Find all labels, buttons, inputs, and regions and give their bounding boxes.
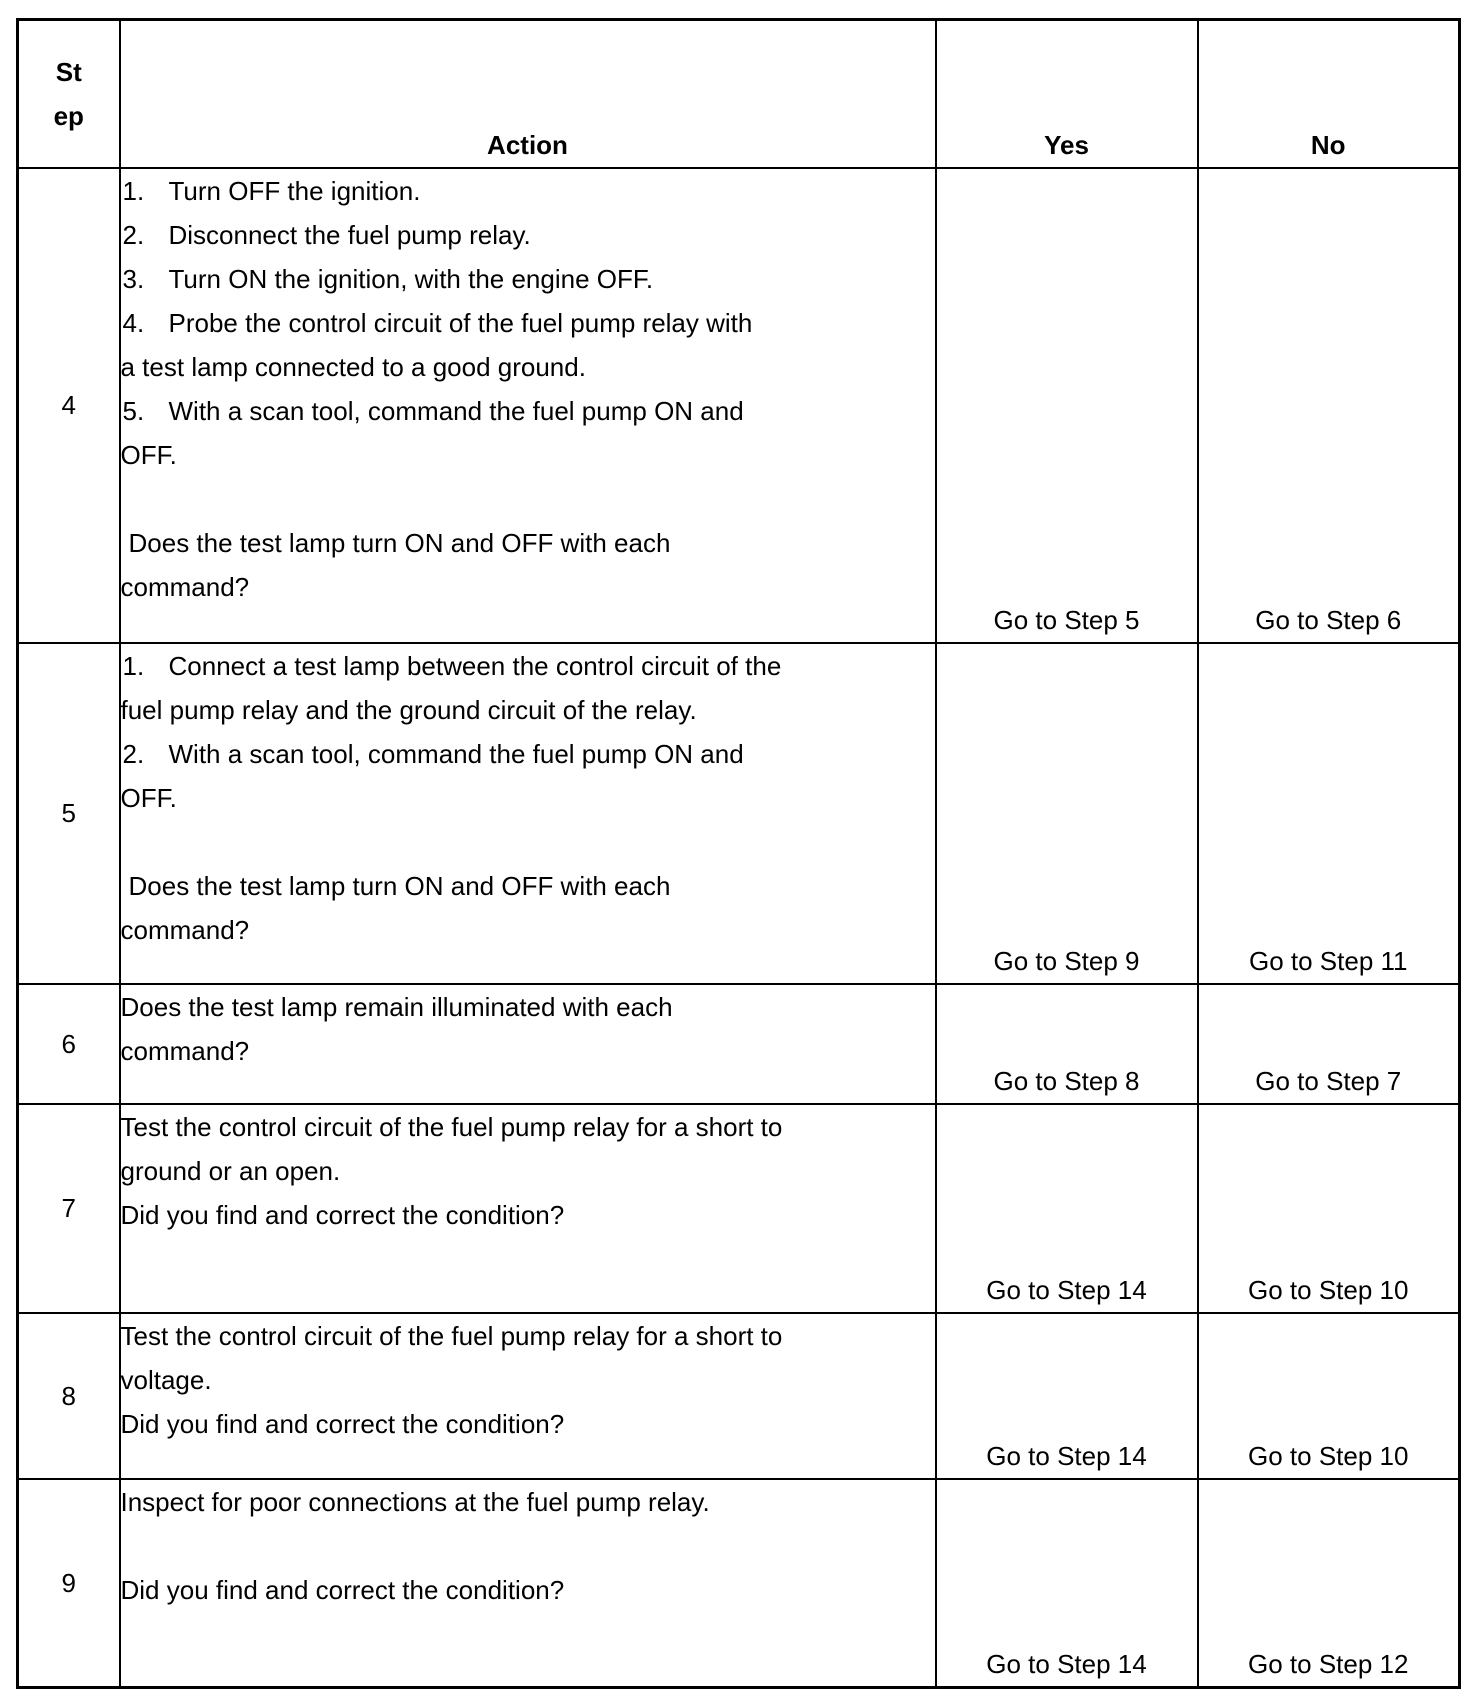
table-row-step-7: [18, 1104, 1460, 1313]
no-go-to: Go to Step 10: [1198, 1313, 1460, 1479]
table-row-step-4: [18, 168, 1460, 643]
no-column-header: No: [1198, 20, 1460, 168]
action-cell: [120, 984, 936, 1104]
action-line: 5. With a scan tool, command the fuel pump ON and: [121, 389, 935, 433]
no-go-to: Go to Step 11: [1198, 643, 1460, 984]
spacer: [121, 820, 935, 864]
item-number: 2.: [122, 219, 145, 250]
action-line: Does the test lamp remain illuminated with each: [120, 991, 673, 1022]
action-line: Did you find and correct the condition?: [120, 1199, 565, 1230]
action-line: Test the control circuit of the fuel pump relay for a short to: [120, 1111, 783, 1142]
action-cell: [120, 643, 936, 984]
yes-go-to: Go to Step 14: [936, 1479, 1198, 1688]
item-number: 1.: [122, 650, 145, 681]
step-number: 7: [18, 1104, 120, 1313]
spacer: [121, 477, 935, 521]
action-line: fuel pump relay and the ground circuit of the relay.: [120, 694, 697, 725]
step-number: 4: [18, 168, 120, 643]
item-number: 5.: [122, 395, 145, 426]
action-line: Did you find and correct the condition?: [120, 1408, 565, 1439]
action-line: OFF.: [120, 439, 177, 470]
action-cell: [120, 1479, 936, 1688]
question-line: Does the test lamp turn ON and OFF with each: [128, 527, 671, 558]
action-line: a test lamp connected to a good ground.: [120, 351, 586, 382]
step-header-line-1: St: [55, 56, 82, 87]
step-header-line-2: ep: [53, 100, 84, 131]
action-column-header: Action: [120, 20, 936, 168]
diagnostic-sheet: [16, 18, 1458, 1689]
action-line: Inspect for poor connections at the fuel pump relay.: [120, 1486, 710, 1517]
diagnostic-steps-table: [16, 18, 1461, 1689]
action-line: 2. Disconnect the fuel pump relay.: [121, 213, 935, 257]
action-line: 3. Turn ON the ignition, with the engine OFF.: [121, 257, 935, 301]
yes-go-to: Go to Step 9: [936, 643, 1198, 984]
no-go-to: Go to Step 10: [1198, 1104, 1460, 1313]
yes-column-header: Yes: [936, 20, 1198, 168]
action-line: Test the control circuit of the fuel pump relay for a short to: [120, 1320, 783, 1351]
step-number: 8: [18, 1313, 120, 1479]
item-number: 3.: [122, 263, 145, 294]
yes-go-to: Go to Step 14: [936, 1313, 1198, 1479]
item-number: 4.: [122, 307, 145, 338]
table-row-step-6: [18, 984, 1460, 1104]
yes-go-to: Go to Step 14: [936, 1104, 1198, 1313]
table-row-step-5: [18, 643, 1460, 984]
question-line: command?: [120, 571, 250, 602]
action-cell: [120, 1104, 936, 1313]
no-go-to: Go to Step 12: [1198, 1479, 1460, 1688]
action-cell: [120, 1313, 936, 1479]
no-go-to: Go to Step 7: [1198, 984, 1460, 1104]
yes-go-to: Go to Step 8: [936, 984, 1198, 1104]
action-line: OFF.: [120, 782, 177, 813]
yes-go-to: Go to Step 5: [936, 168, 1198, 643]
action-line: 2. With a scan tool, command the fuel pump ON and: [121, 732, 935, 776]
step-column-header: [18, 20, 120, 168]
action-line: 1. Turn OFF the ignition.: [121, 169, 935, 213]
action-line: 1. Connect a test lamp between the control circuit of the: [121, 644, 935, 688]
action-line: Did you find and correct the condition?: [120, 1574, 565, 1605]
spacer: [121, 1524, 935, 1568]
action-line: ground or an open.: [120, 1155, 341, 1186]
item-number: 1.: [122, 175, 145, 206]
step-number: 9: [18, 1479, 120, 1688]
no-go-to: Go to Step 6: [1198, 168, 1460, 643]
step-number: 6: [18, 984, 120, 1104]
table-header-row: [18, 20, 1460, 168]
action-cell: [120, 168, 936, 643]
table-row-step-9: [18, 1479, 1460, 1688]
table-row-step-8: [18, 1313, 1460, 1479]
action-line: 4. Probe the control circuit of the fuel pump relay with: [121, 301, 935, 345]
question-line: command?: [120, 914, 250, 945]
action-line: voltage.: [120, 1364, 212, 1395]
action-line: command?: [120, 1035, 250, 1066]
item-number: 2.: [122, 738, 145, 769]
question-line: Does the test lamp turn ON and OFF with each: [128, 870, 671, 901]
step-number: 5: [18, 643, 120, 984]
